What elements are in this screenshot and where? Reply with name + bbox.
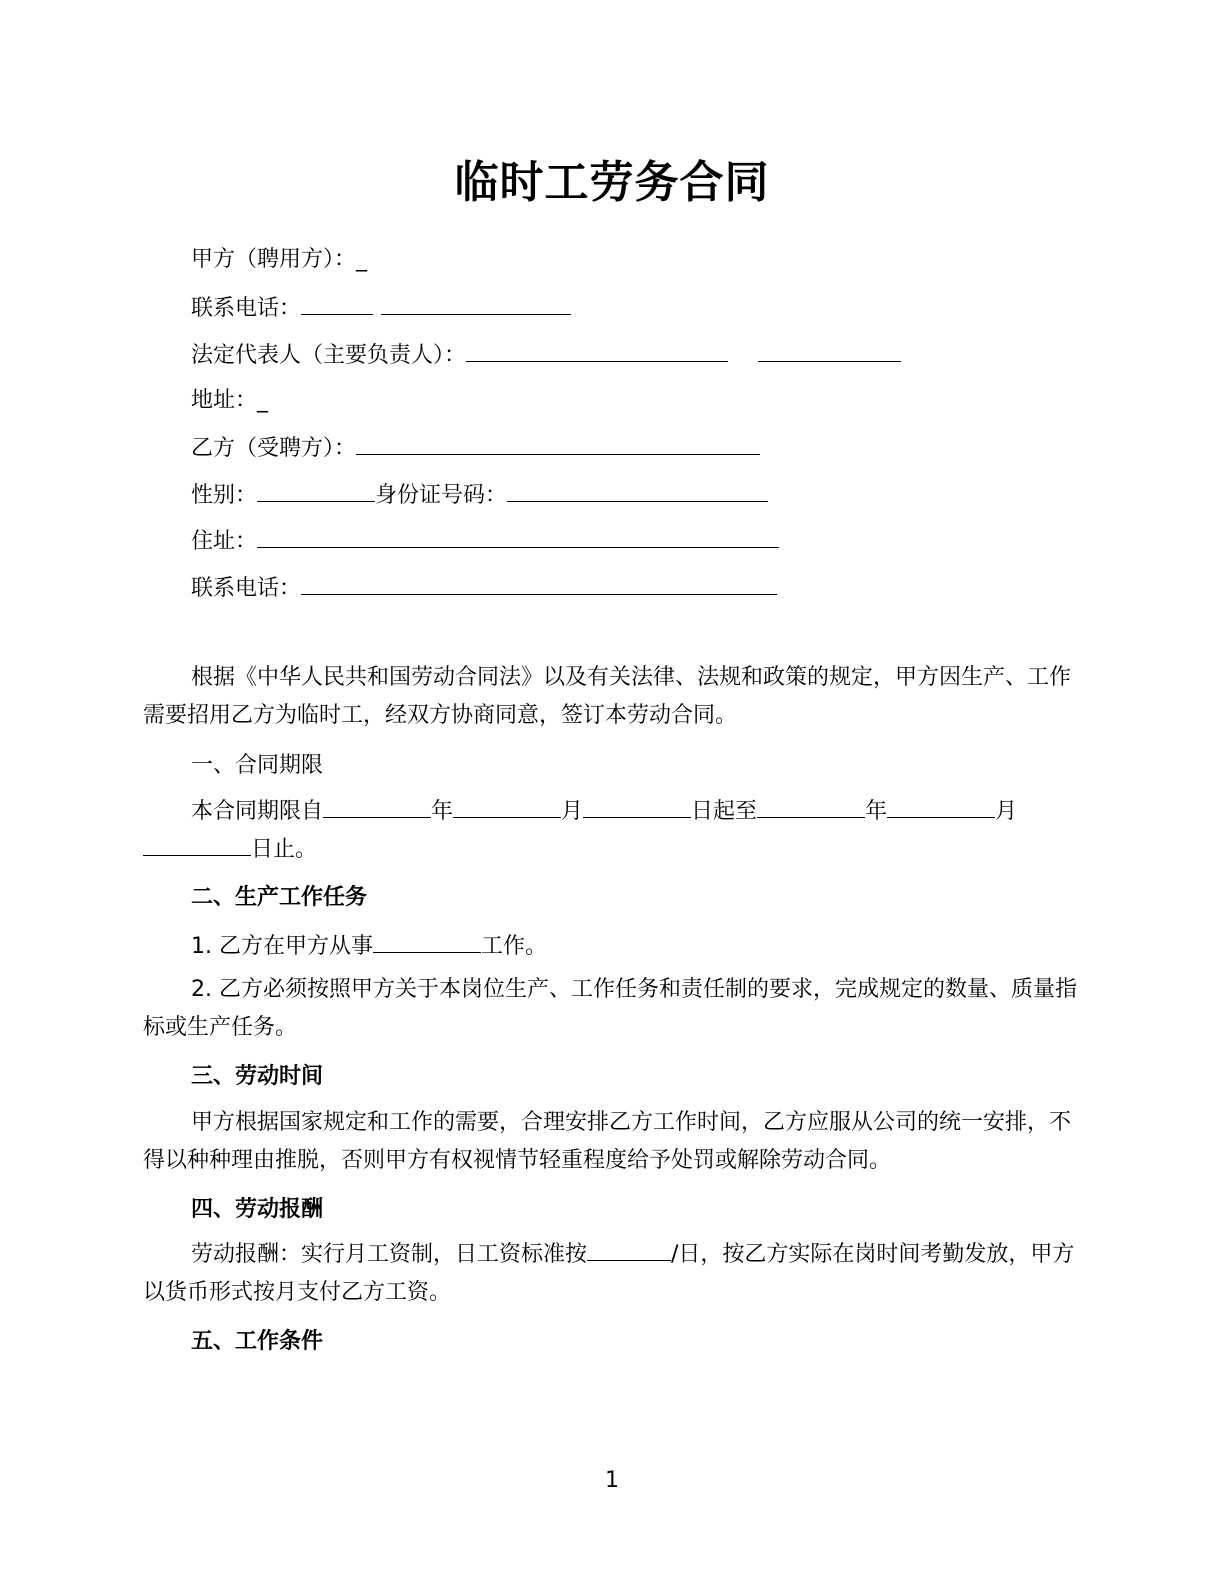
- party-b-id-label: 身份证号码：: [375, 483, 508, 508]
- page-number: 1: [605, 1468, 619, 1493]
- blank-line: [301, 292, 373, 315]
- blank-line: [373, 930, 481, 953]
- item-1-suffix: 工作。: [480, 934, 547, 959]
- blank-line: [887, 795, 995, 818]
- party-b-phone-label: 联系电话：: [191, 576, 302, 601]
- blank-line: [257, 479, 375, 502]
- wage-prefix: 劳动报酬：实行月工资制，日工资标准按: [191, 1242, 588, 1267]
- party-b-gender-label: 性别：: [191, 483, 258, 508]
- section-2-item-2: 2. 乙方必须按照甲方关于本岗位生产、工作任务和责任制的要求，完成规定的数量、质量指标或生产任务。: [143, 977, 1077, 1040]
- section-1-text: [143, 793, 1088, 869]
- section-5-heading: 五、工作条件: [191, 1329, 324, 1354]
- blank-line: [507, 479, 768, 502]
- blank-line: [257, 525, 779, 548]
- blank-line: [758, 339, 901, 362]
- blank-line: [453, 795, 561, 818]
- blank-line: [583, 795, 691, 818]
- party-b-address-field: [191, 525, 779, 557]
- section-4-text: [143, 1236, 1088, 1312]
- blank-line: [143, 833, 251, 856]
- item-1-prefix: 1. 乙方在甲方从事: [191, 934, 373, 959]
- wage-suffix: /日，按乙方实际在岗时间考勤发放，甲方以货币形式按月支付乙方工资。: [143, 1242, 1075, 1305]
- party-a-phone-field: [191, 292, 571, 324]
- blank-line: [587, 1238, 671, 1261]
- party-a-address-label: 地址：_: [191, 388, 269, 413]
- blank-line: [301, 572, 777, 595]
- term-text: 月: [995, 799, 1018, 824]
- blank-line: [466, 339, 728, 362]
- term-text: 日止。: [251, 837, 318, 862]
- party-a-rep-field: [191, 339, 901, 371]
- section-4-heading: 四、劳动报酬: [191, 1197, 324, 1222]
- term-text: 本合同期限自: [191, 799, 324, 824]
- party-a-address-field: [191, 386, 268, 416]
- party-b-name-label: 乙方（受聘方）：: [191, 436, 357, 461]
- section-2-heading: 二、生产工作任务: [191, 885, 368, 910]
- section-2-item-1: [191, 930, 547, 962]
- blank-line: [323, 795, 431, 818]
- party-b-phone-field: [191, 572, 777, 604]
- term-text: 年: [865, 799, 888, 824]
- party-b-address-label: 住址：: [191, 529, 258, 554]
- party-a-name-label: 甲方（聘用方）：_: [191, 247, 368, 272]
- party-b-name-field: [191, 432, 760, 464]
- term-text: 年: [431, 799, 454, 824]
- party-a-rep-label: 法定代表人（主要负责人）：: [191, 343, 467, 368]
- blank-line: [356, 432, 760, 455]
- intro-paragraph: 根据《中华人民共和国劳动合同法》以及有关法律、法规和政策的规定，甲方因生产、工作需要招用乙方为临时工，经双方协商同意，签订本劳动合同。: [143, 665, 1072, 728]
- section-1-heading: 一、合同期限: [191, 753, 324, 778]
- party-a-phone-label: 联系电话：: [191, 296, 302, 321]
- party-a-name-field: [191, 245, 367, 275]
- document-title: 临时工劳务合同: [454, 157, 770, 208]
- term-text: 月: [561, 799, 584, 824]
- term-text: 日起至: [691, 799, 758, 824]
- party-b-gender-id-field: [191, 479, 768, 511]
- section-3-heading: 三、劳动时间: [191, 1064, 324, 1089]
- section-3-text: 甲方根据国家规定和工作的需要，合理安排乙方工作时间，乙方应服从公司的统一安排，不得以种种理由推脱，否则甲方有权视情节轻重程度给予处罚或解除劳动合同。: [143, 1110, 1072, 1173]
- blank-line: [381, 292, 571, 315]
- blank-line: [757, 795, 865, 818]
